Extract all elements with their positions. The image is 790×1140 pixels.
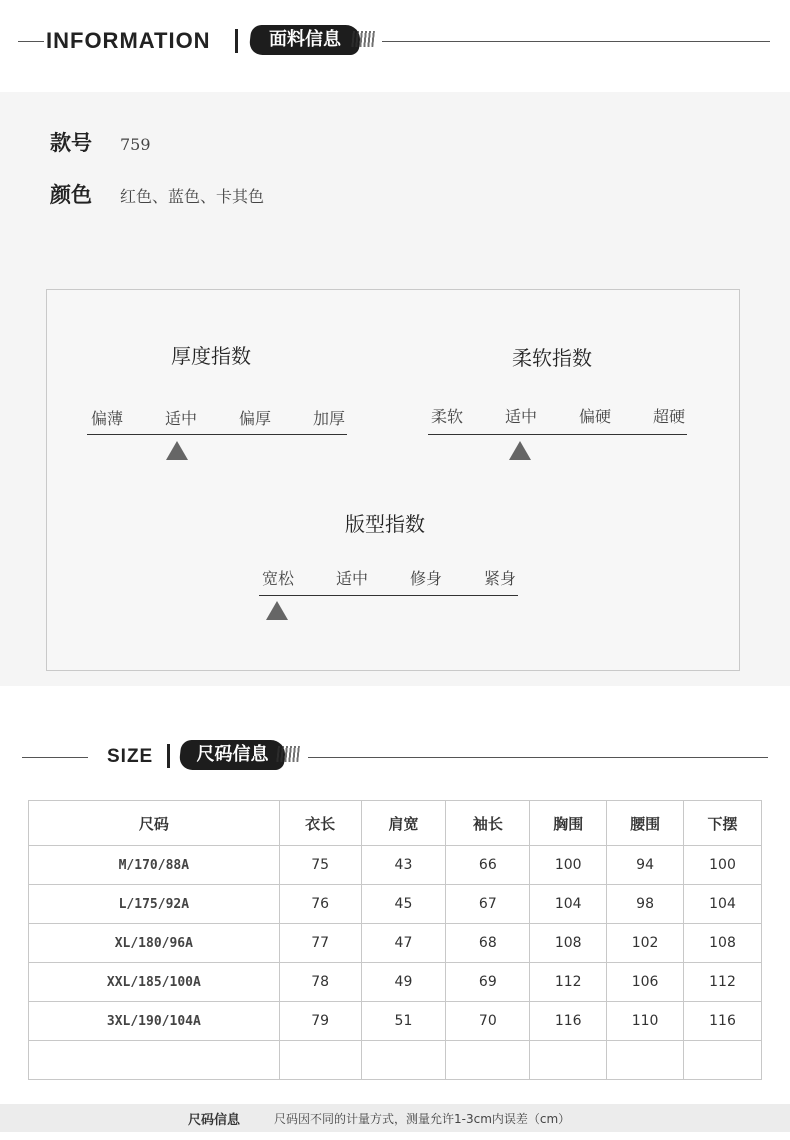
style-number-value: 759 (120, 135, 151, 154)
table-cell: 98 (607, 885, 684, 924)
fit-scale (241, 566, 537, 589)
info-section (0, 92, 790, 686)
header-divider (167, 744, 170, 768)
header-rule-left (22, 757, 88, 758)
table-row (29, 846, 762, 885)
thickness-scale (70, 406, 366, 429)
column-header: 袖长 (446, 801, 530, 846)
fit-scale-line (259, 595, 518, 596)
size-cell: XXL/185/100A (29, 963, 280, 1002)
table-cell: 49 (361, 963, 446, 1002)
table-row (29, 963, 762, 1002)
table-cell: 69 (446, 963, 530, 1002)
column-header: 下摆 (684, 801, 762, 846)
table-cell: 116 (684, 1002, 762, 1041)
size-cell (29, 1041, 280, 1080)
index-panel (46, 289, 740, 671)
table-row (29, 1002, 762, 1041)
table-header-row (29, 801, 762, 846)
table-cell: 75 (279, 846, 361, 885)
thickness-option: 偏薄 (90, 409, 123, 428)
information-title: INFORMATION (46, 28, 211, 53)
size-header (0, 726, 790, 786)
table-cell: 43 (361, 846, 446, 885)
table-cell (279, 1041, 361, 1080)
table-cell: 104 (684, 885, 762, 924)
softness-option: 适中 (504, 407, 537, 426)
color-label: 颜色 (50, 183, 92, 207)
table-cell: 76 (279, 885, 361, 924)
thickness-scale-line (87, 434, 347, 435)
fit-index-title: 版型指数 (345, 512, 425, 536)
footer-label: 尺码信息 (188, 1113, 241, 1128)
softness-option: 偏硬 (578, 407, 611, 426)
table-cell: 108 (684, 924, 762, 963)
thickness-index-title: 厚度指数 (171, 344, 251, 368)
thickness-option: 加厚 (312, 409, 345, 428)
table-cell: 104 (530, 885, 607, 924)
softness-scale (410, 404, 706, 427)
column-header: 腰围 (607, 801, 684, 846)
table-cell (530, 1041, 607, 1080)
table-cell: 94 (607, 846, 684, 885)
thickness-option: 偏厚 (238, 409, 271, 428)
table-cell: 47 (361, 924, 446, 963)
information-header (0, 10, 790, 70)
column-header: 肩宽 (361, 801, 446, 846)
size-cell: 3XL/190/104A (29, 1002, 280, 1041)
softness-marker-icon (509, 441, 531, 460)
header-rule-left (18, 41, 44, 42)
table-row (29, 885, 762, 924)
column-header: 衣长 (279, 801, 361, 846)
table-row (29, 924, 762, 963)
fabric-info-label: 面料信息 (269, 29, 341, 50)
footer-bar (0, 1104, 790, 1132)
fabric-info-badge (248, 25, 361, 55)
size-info-badge (178, 740, 286, 770)
table-cell: 67 (446, 885, 530, 924)
table-cell (607, 1041, 684, 1080)
fit-option: 宽松 (261, 569, 294, 588)
thickness-option: 适中 (164, 409, 197, 428)
table-cell: 100 (530, 846, 607, 885)
table-row (29, 1041, 762, 1080)
table-cell: 100 (684, 846, 762, 885)
style-number-label: 款号 (50, 131, 92, 155)
fit-marker-icon (266, 601, 288, 620)
table-cell: 116 (530, 1002, 607, 1041)
header-divider (235, 29, 238, 53)
table-cell: 51 (361, 1002, 446, 1041)
header-rule-right (308, 757, 768, 758)
table-cell: 70 (446, 1002, 530, 1041)
table-cell: 68 (446, 924, 530, 963)
softness-option: 超硬 (652, 407, 685, 426)
table-cell: 102 (607, 924, 684, 963)
table-cell (684, 1041, 762, 1080)
thickness-marker-icon (166, 441, 188, 460)
table-cell: 79 (279, 1002, 361, 1041)
table-cell: 45 (361, 885, 446, 924)
table-cell: 66 (446, 846, 530, 885)
table-cell: 112 (684, 963, 762, 1002)
size-cell: L/175/92A (29, 885, 280, 924)
header-rule-right (382, 41, 770, 42)
size-cell: XL/180/96A (29, 924, 280, 963)
table-cell: 110 (607, 1002, 684, 1041)
fit-option: 修身 (409, 569, 442, 588)
softness-scale-line (428, 434, 687, 435)
table-cell: 78 (279, 963, 361, 1002)
table-cell (446, 1041, 530, 1080)
softness-option: 柔软 (430, 407, 463, 426)
size-table (28, 800, 762, 1080)
table-cell: 112 (530, 963, 607, 1002)
column-header: 胸围 (530, 801, 607, 846)
fit-option: 适中 (335, 569, 368, 588)
table-cell: 108 (530, 924, 607, 963)
table-cell: 106 (607, 963, 684, 1002)
softness-index-title: 柔软指数 (512, 346, 592, 370)
size-title: SIZE (107, 746, 154, 767)
table-cell (361, 1041, 446, 1080)
fit-option: 紧身 (483, 569, 516, 588)
size-cell: M/170/88A (29, 846, 280, 885)
style-number-row (50, 127, 151, 157)
color-row (50, 179, 264, 209)
column-header: 尺码 (29, 801, 280, 846)
table-cell: 77 (279, 924, 361, 963)
color-value: 红色、蓝色、卡其色 (120, 187, 265, 206)
size-info-label: 尺码信息 (196, 744, 269, 765)
footer-note: 尺码因不同的计量方式，测量允许1-3cm内误差（cm） (274, 1112, 571, 1126)
